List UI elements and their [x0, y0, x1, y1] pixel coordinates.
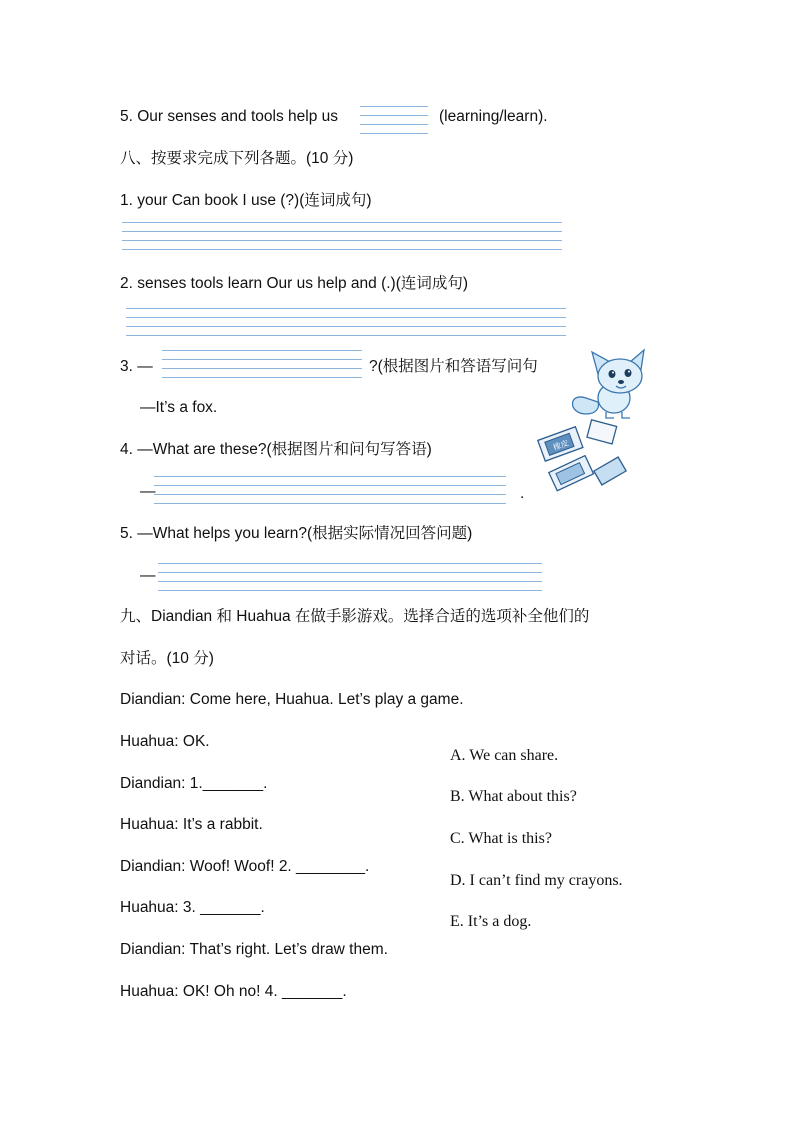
dialogue-line: Huahua: OK! Oh no! 4. _______.	[120, 983, 347, 1000]
q7-5-answer-lines[interactable]	[360, 106, 428, 136]
section9-title-line2: 对话。(10 分)	[120, 650, 214, 667]
q8-2-answer-lines[interactable]	[126, 308, 566, 338]
dialogue-line: Diandian: Come here, Huahua. Let’s play a game.	[120, 691, 464, 708]
erasers-image	[532, 415, 632, 495]
q8-2: 2. senses tools learn Our us help and (.)(连词成句)	[120, 275, 469, 292]
q8-3-dash: 3. —	[120, 358, 153, 375]
eraser-label: 橡皮	[551, 438, 570, 453]
q8-5: 5. —What helps you learn?(根据实际情况回答问题)	[120, 525, 473, 542]
option-d: D. I can’t find my crayons.	[450, 872, 623, 889]
option-a: A. We can share.	[450, 747, 559, 764]
q8-3-answer-lines[interactable]	[162, 350, 362, 380]
q7-5-pre: 5. Our senses and tools help us	[120, 108, 338, 125]
option-b: B. What about this?	[450, 788, 577, 805]
q8-4-period: .	[520, 485, 525, 502]
dialogue-line: Huahua: It’s a rabbit.	[120, 816, 263, 833]
dialogue-line: Diandian: Woof! Woof! 2. ________.	[120, 858, 370, 875]
q8-1: 1. your Can book I use (?)(连词成句)	[120, 192, 372, 209]
q8-3-answer: —It’s a fox.	[140, 399, 218, 416]
q7-5-post: (learning/learn).	[439, 108, 548, 125]
dialogue-line: Huahua: 3. _______.	[120, 899, 265, 916]
section8-title: 八、按要求完成下列各题。(10 分)	[120, 150, 354, 167]
q8-1-answer-lines[interactable]	[122, 222, 562, 252]
dialogue-line: Diandian: 1._______.	[120, 775, 268, 792]
q8-4-answer-lines[interactable]	[154, 476, 506, 506]
q8-3-hint: ?(根据图片和答语写问句	[369, 358, 538, 375]
dialogue-line: Diandian: That’s right. Let’s draw them.	[120, 941, 388, 958]
q8-4: 4. —What are these?(根据图片和问句写答语)	[120, 441, 432, 458]
q8-5-answer-lines[interactable]	[158, 563, 542, 593]
section9-title-line1: 九、Diandian 和 Huahua 在做手影游戏。选择合适的选项补全他们的	[120, 608, 590, 625]
q8-5-dash: —	[140, 567, 156, 584]
option-c: C. What is this?	[450, 830, 552, 847]
fox-image	[566, 340, 656, 420]
option-e: E. It’s a dog.	[450, 913, 532, 930]
dialogue-line: Huahua: OK.	[120, 733, 210, 750]
q8-4-dash: —	[140, 483, 156, 500]
